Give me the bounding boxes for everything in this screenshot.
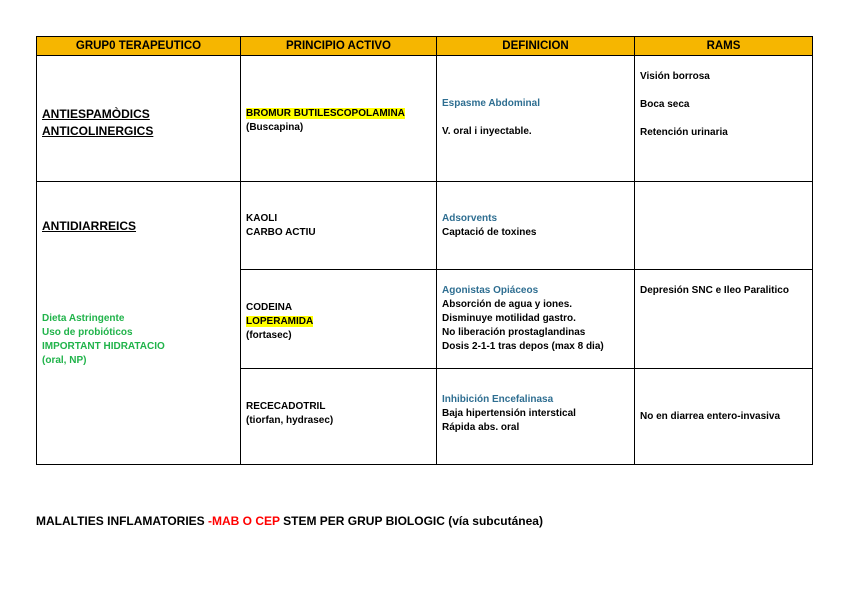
- drug-brand: (Buscapina): [246, 121, 304, 133]
- rams-cell: [635, 182, 813, 270]
- drug-name-highlight: BROMUR BUTILESCOPOLAMINA: [246, 107, 405, 119]
- drug-cell: [241, 182, 437, 270]
- drug-brand: (fortasec): [246, 330, 292, 341]
- therapeutic-table: [36, 36, 813, 465]
- header-definicion: DEFINICION: [437, 37, 635, 56]
- drug-cell: [241, 369, 437, 465]
- definition-cell: [437, 182, 635, 270]
- definition-text: Captació de toxines: [442, 226, 537, 238]
- drug-name: KAOLI: [246, 212, 278, 224]
- drug-brand: (tiorfan, hydrasec): [246, 414, 334, 426]
- ram-item: No en diarrea entero-invasiva: [640, 410, 781, 422]
- drug-name: CODEINA: [246, 302, 293, 313]
- rams-cell: [635, 369, 813, 465]
- rams-cell: [635, 56, 813, 182]
- note-line: Uso de probióticos: [42, 327, 133, 338]
- footer-highlight: -MAB O CEP: [208, 514, 280, 528]
- drug-name: CARBO ACTIU: [246, 226, 316, 238]
- definition-text: Absorción de agua y iones.: [442, 299, 573, 310]
- definition-text: Baja hipertensión interstical: [442, 407, 576, 419]
- definition-title: Espasme Abdominal: [442, 97, 540, 109]
- note-line: (oral, NP): [42, 355, 87, 366]
- group-cell-antidiarreics: [37, 182, 241, 465]
- definition-text: V. oral i inyectable.: [442, 125, 532, 137]
- note-line: Dieta Astringente: [42, 313, 125, 324]
- footer-text: [36, 514, 543, 528]
- group-title-antidiarreics: ANTIDIARREICS: [42, 219, 137, 233]
- ram-item: Boca seca: [640, 99, 690, 110]
- footer-part3: STEM PER GRUP BIOLOGIC (vía subcutánea): [279, 514, 543, 528]
- drug-cell: [241, 56, 437, 182]
- header-rams: RAMS: [635, 37, 813, 56]
- definition-text: Dosis 2-1-1 tras depos (max 8 dia): [442, 341, 604, 352]
- drug-name: RECECADOTRIL: [246, 400, 326, 412]
- footer-part1: MALALTIES INFLAMATORIES: [36, 514, 208, 528]
- ram-item: Retención urinaria: [640, 127, 728, 138]
- definition-text: Rápida abs. oral: [442, 421, 520, 433]
- table-row: [37, 56, 813, 182]
- drug-cell: [241, 270, 437, 369]
- header-grupo: GRUP0 TERAPEUTICO: [37, 37, 241, 56]
- ram-item: Visión borrosa: [640, 71, 710, 82]
- definition-text: Disminuye motilidad gastro.: [442, 313, 576, 324]
- group-title-line1: ANTIESPAMÒDICS: [42, 106, 150, 121]
- note-line: IMPORTANT HIDRATACIO: [42, 341, 165, 352]
- definition-cell: [437, 369, 635, 465]
- group-title-line2: ANTICOLINERGICS: [42, 123, 154, 138]
- ram-item: Depresión SNC e Ileo Paralitico: [640, 285, 789, 296]
- header-row: [37, 37, 813, 56]
- group-cell-antiespasmodics: [37, 56, 241, 182]
- table-row: [37, 182, 813, 270]
- definition-cell: [437, 270, 635, 369]
- definition-title: Agonistas Opiáceos: [442, 285, 539, 296]
- definition-cell: [437, 56, 635, 182]
- rams-cell: [635, 270, 813, 369]
- definition-title: Inhibición Encefalinasa: [442, 393, 554, 405]
- definition-title: Adsorvents: [442, 212, 498, 224]
- header-principio: PRINCIPIO ACTIVO: [241, 37, 437, 56]
- drug-name-highlight: LOPERAMIDA: [246, 316, 314, 327]
- definition-text: No liberación prostaglandinas: [442, 327, 586, 338]
